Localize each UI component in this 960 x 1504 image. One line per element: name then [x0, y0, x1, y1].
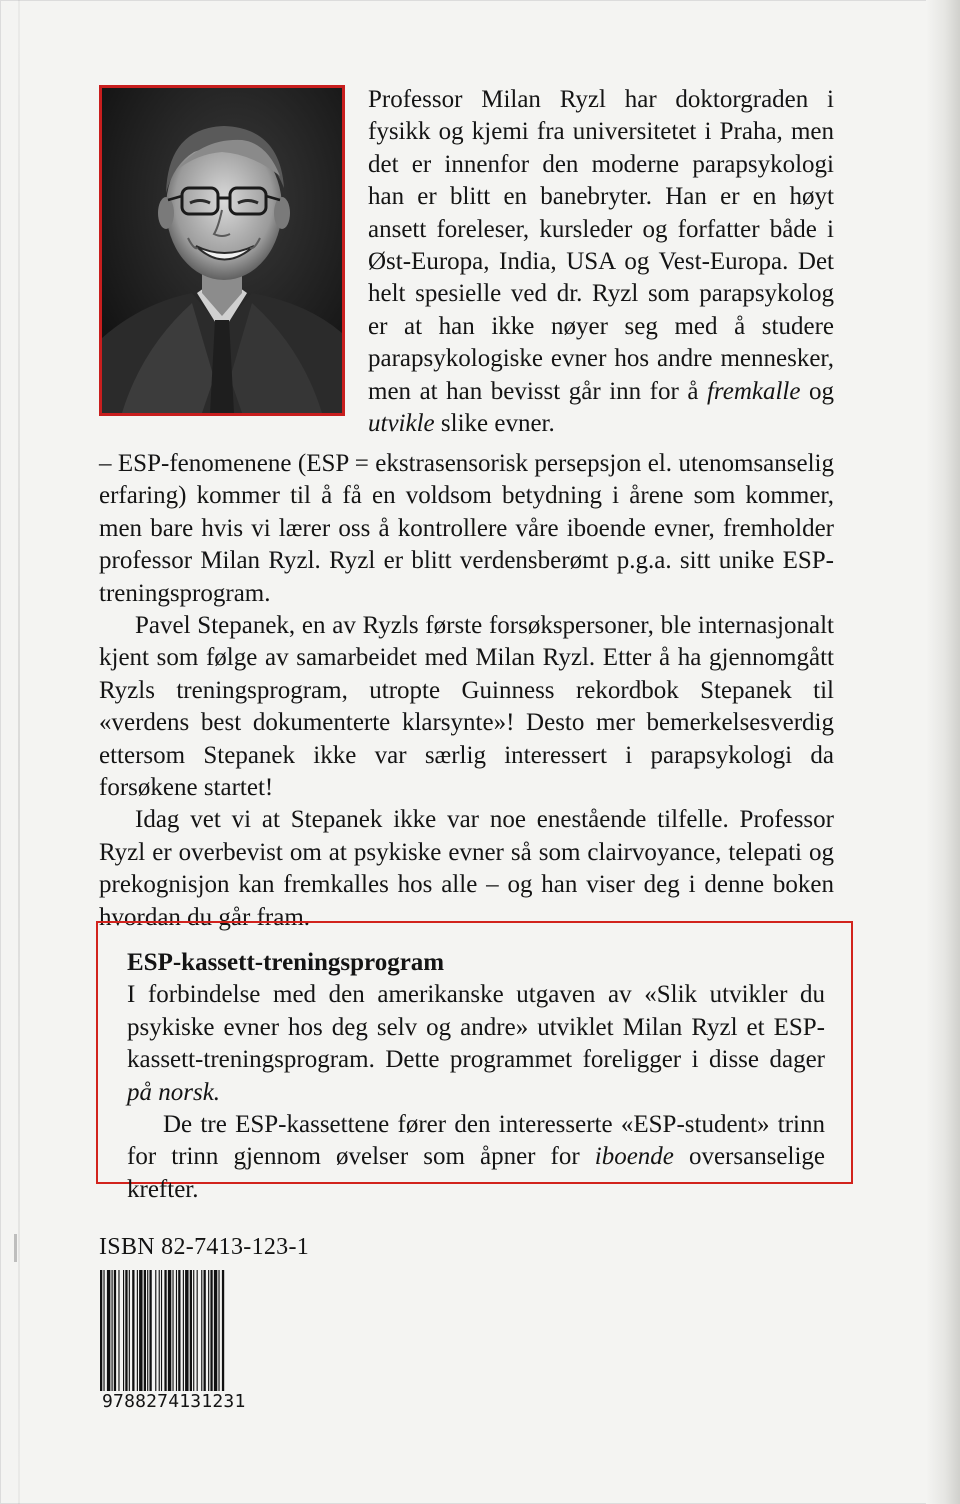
barcode-bar: [183, 1270, 184, 1392]
cassette-text: I forbindelse med den amerikanske utgaven av «Slik utvikler du psykiske evner hos deg selv og andre» utviklet Milan Ryzl et ESP-kassett-treningsprogram. Dette programmet foreligger i disse dager: [127, 981, 825, 1074]
blurb-paragraph-3: Idag vet vi at Stepanek ikke var noe enestående tilfelle. Professor Ryzl er overbevist om at psykiske evner så som clairvoyance, telepati og prekognisjon kan fremkalles hos alle – og han viser deg i denne boken hvordan du går fram.: [99, 806, 834, 931]
cassette-text-2: De tre ESP-kassettene fører den interesserte «ESP-student» trinn for trinn gjennom øvelser som åpner for: [127, 1111, 825, 1171]
bio-text-connector: og: [800, 377, 834, 405]
portrait-image: [102, 88, 342, 413]
barcode-bar: [172, 1270, 173, 1392]
barcode-digits: 9788274131231: [102, 1391, 246, 1412]
barcode-bar: [161, 1270, 162, 1392]
barcode-bar: [125, 1270, 127, 1392]
author-portrait: [99, 85, 345, 416]
barcode-bar: [208, 1270, 209, 1392]
barcode-bar: [137, 1270, 138, 1392]
barcode-bar: [103, 1270, 104, 1392]
barcode-bar: [112, 1270, 113, 1392]
barcode-bar: [168, 1270, 171, 1392]
barcode-bar: [201, 1270, 202, 1392]
barcode-bar: [159, 1270, 160, 1392]
isbn-label: ISBN 82-7413-123-1: [99, 1234, 310, 1260]
barcode-bar: [107, 1270, 110, 1392]
barcode-bar: [129, 1270, 130, 1392]
barcode-bar: [222, 1270, 224, 1392]
barcode-bar: [123, 1270, 124, 1392]
barcode-bar: [164, 1270, 166, 1392]
author-bio-paragraph: [368, 84, 834, 440]
barcode-bar: [204, 1270, 206, 1392]
barcode-bar: [149, 1270, 151, 1392]
cassette-program-content: [127, 947, 825, 1206]
barcode-bar: [197, 1270, 198, 1392]
cover-hinge: [18, 0, 20, 1504]
cassette-text-3: oversanselige krefter.: [127, 1143, 826, 1203]
bio-emphasis-utvikle: utvikle: [368, 410, 435, 438]
cassette-emphasis-norsk: på norsk.: [127, 1078, 221, 1106]
bio-text-end: slike evner.: [434, 410, 555, 438]
blurb-body: [99, 448, 834, 934]
barcode-bar: [114, 1270, 116, 1392]
blurb-paragraph-1: – ESP-fenomenene (ESP = ekstrasensorisk persepsjon el. utenomsanselig erfaring) kommer til å få en voldsom betydning i årene som kommer, men bare hvis vi lærer oss å kontrollere våre iboende evner, fremholder professor Milan Ryzl. Ryzl er blitt verdensberømt p.g.a. sitt unike ESP-treningsprogram.: [99, 450, 834, 607]
barcode-bar: [139, 1270, 142, 1392]
barcode-bar: [218, 1270, 219, 1392]
cassette-program-paragraph-2: [127, 1109, 825, 1206]
blurb-paragraph-2: Pavel Stepanek, en av Ryzls første forsøkspersoner, ble internasjonalt kjent som følge av samarbeidet med Milan Ryzl. Etter å ha gjennomgått Ryzls treningsprogram, utropte Guinness rekordbok Stepanek til «verdens best dokumenterte klarsynte»! Desto mer bemerkelsesverdig ettersom Stepanek ikke var særlig interessert i parapsykologi da forsøkene startet!: [99, 612, 834, 802]
barcode-bar: [155, 1270, 156, 1392]
cassette-program-title: ESP-kassett-treningsprogram: [127, 949, 445, 976]
barcode-bar: [214, 1270, 217, 1392]
barcode-bar: [176, 1270, 177, 1392]
barcode-bar: [185, 1270, 188, 1392]
bio-text: Professor Milan Ryzl har doktorgraden i fysikk og kjemi fra universitetet i Praha, men det er innenfor den moderne parapsykologi han er blitt en banebryter. Han er en høyt ansett foreleser, kursleder og forfatter både i Øst-Europa, India, USA og Vest-Europa. Det helt spesielle ved dr. Ryzl som parapsykolog er at han ikke nøyer seg med å studere parapsykologiske evner hos andre mennesker, men at han bevisst går inn for å: [368, 86, 834, 405]
edge-mark: [14, 1234, 17, 1262]
cover-edge-shadow: [926, 0, 960, 1504]
cassette-program-box: [96, 921, 853, 1203]
barcode-bar: [178, 1270, 180, 1392]
barcode-bars: [99, 1270, 267, 1392]
author-bio: [368, 84, 834, 440]
cassette-program-paragraph-1: [127, 979, 825, 1109]
barcode-bar: [210, 1270, 212, 1392]
barcode-bar: [147, 1270, 148, 1392]
bio-emphasis-fremkalle: fremkalle: [706, 377, 801, 405]
barcode-bar: [118, 1270, 119, 1392]
barcode-bar: [144, 1270, 146, 1392]
barcode-bar: [132, 1270, 134, 1392]
barcode-bar: [100, 1270, 102, 1392]
barcode-bar: [193, 1270, 194, 1392]
cassette-emphasis-iboende: iboende: [594, 1143, 674, 1171]
barcode-bar: [190, 1270, 192, 1392]
